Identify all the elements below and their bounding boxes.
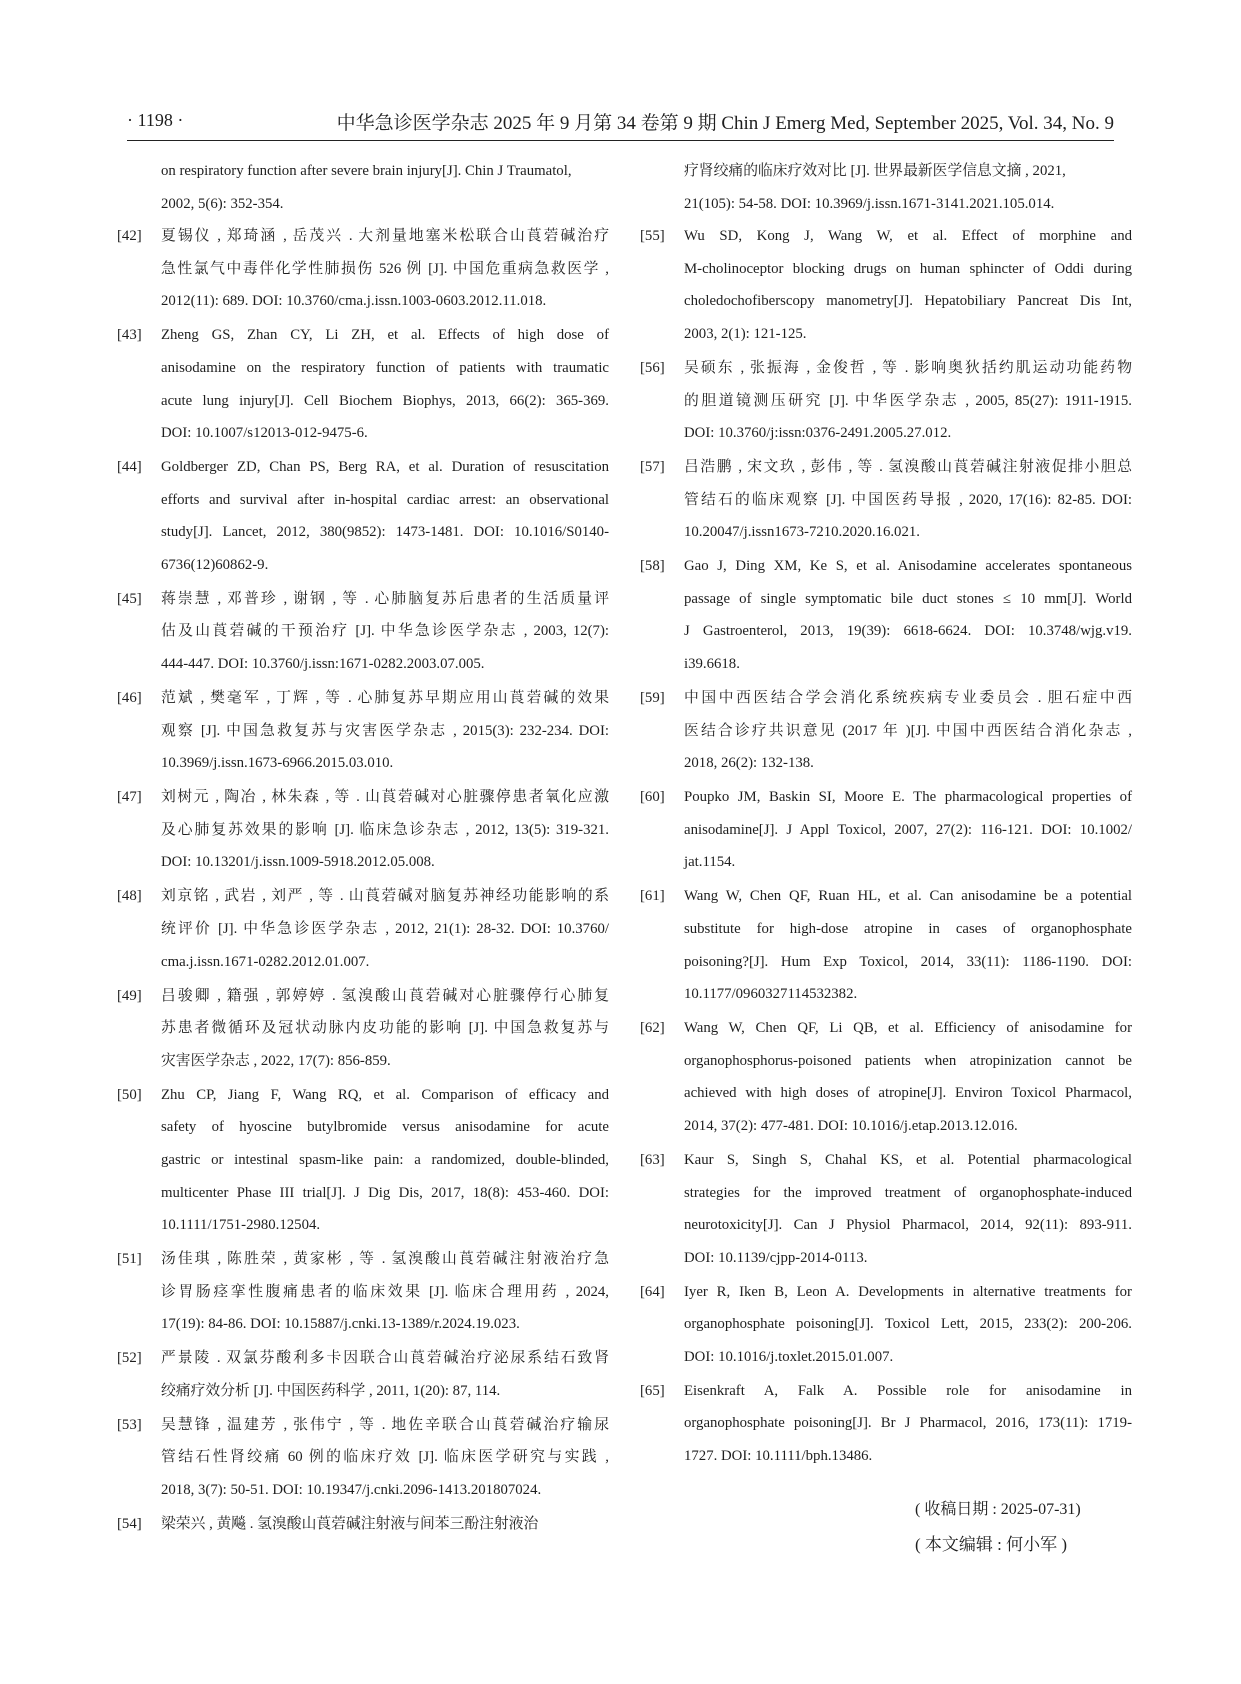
reference-entry xyxy=(117,1409,609,1507)
reference-number: [45] xyxy=(117,590,142,607)
reference-entry xyxy=(640,781,1132,879)
reference-line: efforts and survival after in-hospital cardiac arrest: an observational xyxy=(161,491,609,508)
reference-line: 估及山莨菪碱的干预治疗 [J]. 中华急诊医学杂志 , 2003, 12(7): xyxy=(161,623,609,640)
reference-line: Zheng GS, Zhan CY, Li ZH, et al. Effects of high dose of xyxy=(161,327,609,344)
reference-line: 蒋崇慧 , 邓普珍 , 谢钢 , 等 . 心肺脑复苏后患者的生活质量评 xyxy=(161,590,609,607)
reference-line: 苏患者微循环及冠状动脉内皮功能的影响 [J]. 中国急救复苏与 xyxy=(161,1020,609,1037)
reference-entry xyxy=(640,1276,1132,1374)
reference-line: 汤佳琪 , 陈胜荣 , 黄家彬 , 等 . 氢溴酸山莨菪碱注射液治疗急 xyxy=(161,1251,609,1268)
reference-line: Wang W, Chen QF, Li QB, et al. Efficiency of anisodamine for xyxy=(684,1020,1132,1037)
reference-line: Iyer R, Iken B, Leon A. Developments in alternative treatments for xyxy=(684,1283,1132,1300)
reference-line: 中国中西医结合学会消化系统疾病专业委员会 . 胆石症中西 xyxy=(684,690,1132,707)
reference-line: 严景陵 . 双氯芬酸利多卡因联合山莨菪碱治疗泌尿系结石致肾 xyxy=(161,1350,609,1367)
reference-line: 2014, 37(2): 477-481. DOI: 10.1016/j.etap.2013.12.016. xyxy=(684,1117,1018,1134)
reference-line: M-cholinoceptor blocking drugs on human sphincter of Oddi during xyxy=(684,260,1132,277)
reference-line: acute lung injury[J]. Cell Biochem Biophys, 2013, 66(2): 365-369. xyxy=(161,392,609,409)
reference-column-left xyxy=(117,155,609,1542)
reference-number: [58] xyxy=(640,558,665,575)
reference-line: 6736(12)60862-9. xyxy=(161,556,269,573)
reference-line: DOI: 10.1139/cjpp-2014-0113. xyxy=(684,1249,868,1266)
reference-entry xyxy=(117,1342,609,1407)
reference-entry xyxy=(117,781,609,879)
editor-note: ( 本文编辑 : 何小军 ) xyxy=(915,1535,1068,1554)
reference-number: [59] xyxy=(640,690,665,707)
reference-entry xyxy=(640,1012,1132,1142)
reference-line: 诊胃肠痉挛性腹痛患者的临床效果 [J]. 临床合理用药 , 2024, xyxy=(161,1283,609,1300)
reference-line: 10.20047/j.issn1673-7210.2020.16.021. xyxy=(684,524,920,541)
journal-running-title: 中华急诊医学杂志 2025 年 9 月第 34 卷第 9 期 Chin J Emerg Med, September 2025, Vol. 34, No. 9 xyxy=(336,113,1114,134)
reference-line: J Gastroenterol, 2013, 19(39): 6618-6624. DOI: 10.3748/wjg.v19. xyxy=(684,623,1132,640)
reference-line: Goldberger ZD, Chan PS, Berg RA, et al. Duration of resuscitation xyxy=(161,459,609,476)
reference-line: poisoning?[J]. Hum Exp Toxicol, 2014, 33(11): 1186-1190. DOI: xyxy=(684,953,1132,970)
reference-line: 2003, 2(1): 121-125. xyxy=(684,325,807,342)
reference-line: anisodamine[J]. J Appl Toxicol, 2007, 27(2): 116-121. DOI: 10.1002/ xyxy=(684,821,1132,838)
reference-number: [63] xyxy=(640,1151,665,1168)
reference-entry xyxy=(117,1243,609,1341)
reference-column-right xyxy=(640,155,1132,1474)
reference-line: 1727. DOI: 10.1111/bph.13486. xyxy=(684,1448,873,1465)
reference-continuation xyxy=(117,155,609,220)
reference-line: substitute for high-dose atropine in cases of organophosphate xyxy=(684,921,1132,937)
reference-line: 管结石性肾绞痛 60 例的临床疗效 [J]. 临床医学研究与实践 , xyxy=(161,1449,609,1466)
reference-line: Poupko JM, Baskin SI, Moore E. The pharmacological properties of xyxy=(684,789,1132,806)
reference-line: 医结合诊疗共识意见 (2017 年 )[J]. 中国中西医结合消化杂志 , xyxy=(684,722,1132,739)
reference-line: organophosphate poisoning[J]. Br J Pharmacol, 2016, 173(11): 1719- xyxy=(684,1415,1132,1432)
reference-entry xyxy=(117,1079,609,1242)
reference-line: 吕骏卿 , 籍强 , 郭婷婷 . 氢溴酸山莨菪碱对心脏骤停行心肺复 xyxy=(161,987,609,1004)
reference-line: 21(105): 54-58. DOI: 10.3969/j.issn.1671-3141.2021.105.014. xyxy=(684,195,1055,212)
reference-line: jat.1154. xyxy=(684,854,736,871)
reference-number: [64] xyxy=(640,1283,665,1300)
reference-line: organophosphate poisoning[J]. Toxicol Lett, 2015, 233(2): 200-206. xyxy=(684,1316,1132,1333)
reference-entry xyxy=(640,220,1132,350)
reference-entry xyxy=(117,880,609,978)
reference-number: [55] xyxy=(640,228,665,245)
reference-number: [57] xyxy=(640,459,665,476)
reference-line: organophosphorus-poisoned patients when atropinization cannot be xyxy=(684,1052,1132,1069)
reference-number: [49] xyxy=(117,987,142,1004)
reference-number: [51] xyxy=(117,1251,142,1268)
reference-number: [44] xyxy=(117,459,142,476)
reference-line: 10.3969/j.issn.1673-6966.2015.03.010. xyxy=(161,755,394,772)
reference-line: 吴硕东 , 张振海 , 金俊哲 , 等 . 影响奥狄括约肌运动功能药物 xyxy=(684,359,1132,376)
reference-entry xyxy=(117,583,609,681)
reference-line: 梁荣兴 , 黄飚 . 氢溴酸山莨菪碱注射液与间苯三酚注射液治 xyxy=(161,1516,539,1533)
reference-line: 管结石的临床观察 [J]. 中国医药导报 , 2020, 17(16): 82-85. DOI: xyxy=(684,491,1132,508)
reference-entry xyxy=(640,682,1132,780)
reference-line: 2018, 26(2): 132-138. xyxy=(684,755,814,772)
reference-line: 及心肺复苏效果的影响 [J]. 临床急诊杂志 , 2012, 13(5): 319-321. xyxy=(161,821,609,838)
reference-line: anisodamine on the respiratory function of patients with traumatic xyxy=(161,359,609,376)
reference-line: i39.6618. xyxy=(684,656,740,673)
reference-line: DOI: 10.13201/j.issn.1009-5918.2012.05.008. xyxy=(161,854,435,871)
reference-number: [60] xyxy=(640,789,665,806)
reference-number: [46] xyxy=(117,690,142,707)
reference-entry xyxy=(640,1144,1132,1274)
reference-line: Kaur S, Singh S, Chahal KS, et al. Potential pharmacological xyxy=(684,1151,1132,1168)
reference-line: 疗肾绞痛的临床疗效对比 [J]. 世界最新医学信息文摘 , 2021, xyxy=(684,163,1066,179)
reference-number: [43] xyxy=(117,327,142,344)
reference-line: choledochofiberscopy manometry[J]. Hepatobiliary Pancreat Dis Int, xyxy=(684,293,1132,310)
reference-line: 刘京铭 , 武岩 , 刘严 , 等 . 山莨菪碱对脑复苏神经功能影响的系 xyxy=(161,888,609,905)
reference-line: cma.j.issn.1671-0282.2012.01.007. xyxy=(161,953,370,970)
reference-number: [56] xyxy=(640,359,665,376)
reference-number: [42] xyxy=(117,228,142,245)
reference-line: 观察 [J]. 中国急救复苏与灾害医学杂志 , 2015(3): 232-234. DOI: xyxy=(161,722,609,739)
reference-line: multicenter Phase III trial[J]. J Dig Dis, 2017, 18(8): 453-460. DOI: xyxy=(161,1184,609,1201)
reference-number: [47] xyxy=(117,789,142,806)
reference-number: [61] xyxy=(640,888,665,905)
reference-entry xyxy=(117,1508,609,1541)
reference-line: DOI: 10.3760/j:issn:0376-2491.2005.27.012. xyxy=(684,425,952,442)
reference-entry xyxy=(117,220,609,318)
reference-number: [50] xyxy=(117,1086,142,1103)
reference-number: [52] xyxy=(117,1350,142,1367)
reference-number: [65] xyxy=(640,1382,665,1399)
reference-line: 刘树元 , 陶冶 , 林朱森 , 等 . 山莨菪碱对心脏骤停患者氧化应激 xyxy=(161,789,609,806)
reference-line: achieved with high doses of atropine[J]. Environ Toxicol Pharmacol, xyxy=(684,1085,1132,1102)
reference-entry xyxy=(640,880,1132,1010)
reference-line: 17(19): 84-86. DOI: 10.15887/j.cnki.13-1389/r.2024.19.023. xyxy=(161,1316,520,1333)
reference-line: 2002, 5(6): 352-354. xyxy=(161,195,284,212)
reference-line: 的胆道镜测压研究 [J]. 中华医学杂志 , 2005, 85(27): 1911-1915. xyxy=(684,392,1132,409)
reference-line: DOI: 10.1007/s12013-012-9475-6. xyxy=(161,425,368,442)
reference-entry xyxy=(640,550,1132,680)
reference-line: 范斌 , 樊毫军 , 丁辉 , 等 . 心肺复苏早期应用山莨菪碱的效果 xyxy=(161,690,609,707)
reference-line: DOI: 10.1016/j.toxlet.2015.01.007. xyxy=(684,1348,894,1365)
reference-line: safety of hyoscine butylbromide versus anisodamine for acute xyxy=(161,1119,609,1136)
reference-number: [48] xyxy=(117,888,142,905)
reference-entry xyxy=(117,451,609,581)
reference-line: 统评价 [J]. 中华急诊医学杂志 , 2012, 21(1): 28-32. DOI: 10.3760/ xyxy=(161,921,609,937)
reference-number: [53] xyxy=(117,1416,142,1433)
reference-line: gastric or intestinal spasm-like pain: a randomized, double-blinded, xyxy=(161,1151,609,1168)
reference-number: [54] xyxy=(117,1516,142,1533)
reference-continuation xyxy=(640,155,1132,220)
reference-line: neurotoxicity[J]. Can J Physiol Pharmacol, 2014, 92(11): 893-911. xyxy=(684,1217,1132,1234)
reference-line: 2018, 3(7): 50-51. DOI: 10.19347/j.cnki.2096-1413.201807024. xyxy=(161,1482,542,1499)
reference-entry xyxy=(117,682,609,780)
reference-line: 吴慧锋 , 温建芳 , 张伟宁 , 等 . 地佐辛联合山莨菪碱治疗输尿 xyxy=(161,1416,609,1433)
reference-line: 444-447. DOI: 10.3760/j.issn:1671-0282.2003.07.005. xyxy=(161,656,485,673)
reference-number: [62] xyxy=(640,1020,665,1037)
reference-entry xyxy=(640,1375,1132,1473)
reference-line: study[J]. Lancet, 2012, 380(9852): 1473-1481. DOI: 10.1016/S0140- xyxy=(161,524,609,541)
received-date: ( 收稿日期 : 2025-07-31) xyxy=(915,1501,1081,1518)
reference-entry xyxy=(640,352,1132,450)
reference-line: Zhu CP, Jiang F, Wang RQ, et al. Comparison of efficacy and xyxy=(161,1086,609,1103)
reference-line: Gao J, Ding XM, Ke S, et al. Anisodamine accelerates spontaneous xyxy=(684,558,1132,575)
reference-entry xyxy=(117,319,609,449)
reference-line: Wu SD, Kong J, Wang W, et al. Effect of morphine and xyxy=(684,228,1132,245)
reference-line: 吕浩鹏 , 宋文玖 , 彭伟 , 等 . 氢溴酸山莨菪碱注射液促排小胆总 xyxy=(684,459,1132,476)
reference-line: 绞痛疗效分析 [J]. 中国医药科学 , 2011, 1(20): 87, 114. xyxy=(161,1382,501,1399)
reference-line: strategies for the improved treatment of organophosphate-induced xyxy=(684,1184,1132,1201)
reference-line: 10.1177/0960327114532382. xyxy=(684,986,858,1003)
reference-line: 灾害医学杂志 , 2022, 17(7): 856-859. xyxy=(161,1052,391,1069)
reference-line: Eisenkraft A, Falk A. Possible role for anisodamine in xyxy=(684,1382,1132,1399)
reference-line: 2012(11): 689. DOI: 10.3760/cma.j.issn.1003-0603.2012.11.018. xyxy=(161,293,547,310)
reference-line: 夏锡仪 , 郑琦涵 , 岳茂兴 . 大剂量地塞米松联合山莨菪碱治疗 xyxy=(161,228,609,245)
reference-line: passage of single symptomatic bile duct stones ≤ 10 mm[J]. World xyxy=(684,590,1132,607)
page-number: · 1198 · xyxy=(127,110,184,130)
reference-line: 急性氯气中毒伴化学性肺损伤 526 例 [J]. 中国危重病急救医学 , xyxy=(161,260,609,277)
reference-line: 10.1111/1751-2980.12504. xyxy=(161,1217,321,1234)
reference-entry xyxy=(117,980,609,1078)
reference-entry xyxy=(640,451,1132,549)
reference-line: Wang W, Chen QF, Ruan HL, et al. Can anisodamine be a potential xyxy=(684,888,1132,905)
reference-line: on respiratory function after severe brain injury[J]. Chin J Traumatol, xyxy=(161,163,572,179)
page-header xyxy=(127,106,1114,141)
